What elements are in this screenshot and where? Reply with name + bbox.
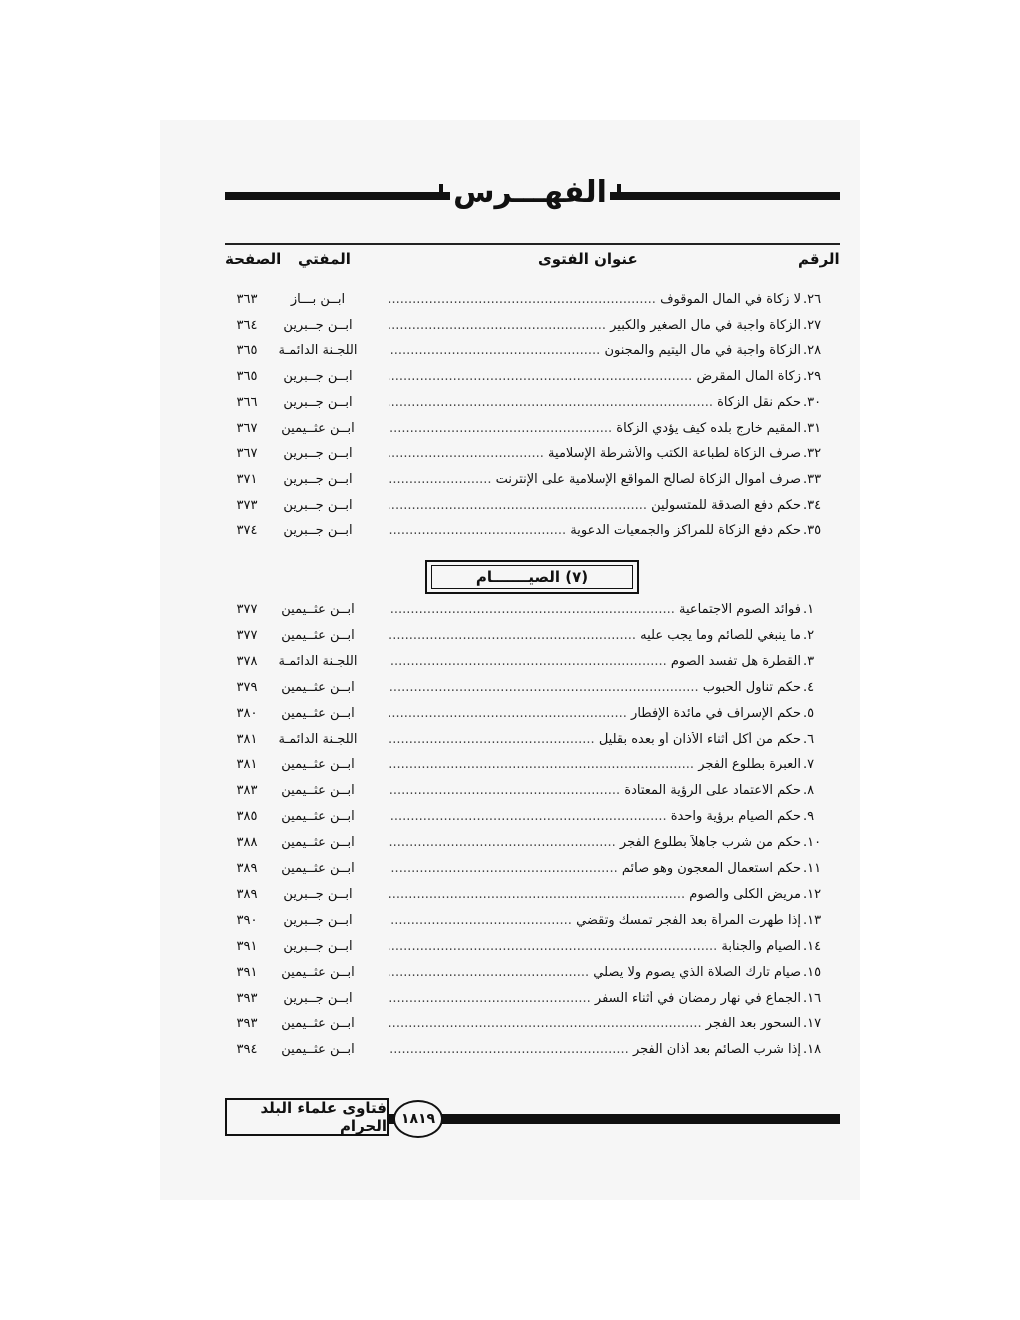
entry-page: ٣٨٣	[236, 783, 258, 799]
entry-number: ٢٨.	[803, 343, 822, 359]
entry-number: ٤.	[803, 679, 815, 695]
entry-number: ١٣.	[803, 912, 822, 928]
entry-number: ٣١.	[803, 420, 822, 436]
entry-mufti: ابــن جــبرين	[283, 912, 353, 928]
entry-title: الصيام والجنابة .....	[389, 939, 801, 954]
index-entry	[225, 965, 837, 989]
entry-number: ١٧.	[803, 1016, 822, 1032]
entry-mufti: ابــن جــبرين	[283, 990, 353, 1006]
entry-number: ٢٩.	[803, 369, 822, 385]
entry-title: فوائد الصوم الاجتماعية .....	[389, 602, 801, 617]
entry-number: ١٥.	[803, 964, 822, 980]
index-entry	[225, 809, 837, 833]
entry-title: حكم من شرب جاهلاً بطلوع الفجر .....	[389, 835, 801, 850]
entry-page: ٣٧٧	[236, 602, 258, 617]
entry-page: ٣٧٧	[236, 627, 258, 643]
col-header-title: عنوان الفتوى	[538, 250, 638, 268]
entry-title: حكم من أكل أثناء الأذان أو بعده بقليل .....	[389, 732, 801, 747]
entry-number: ٢٦.	[803, 292, 822, 307]
index-entry	[225, 523, 837, 547]
title-rule-left	[225, 192, 450, 200]
index-entry	[225, 421, 837, 445]
index-entry	[225, 939, 837, 963]
entry-number: ٥.	[803, 705, 815, 721]
entry-title: حكم نقل الزكاة .....	[389, 395, 801, 410]
entry-number: ٣٤.	[803, 497, 822, 513]
title-rule-right	[610, 192, 840, 200]
entry-mufti: ابــن عثــيمين	[281, 602, 355, 617]
entry-title: الزكاة واجبة في مال اليتيم والمجنون .....	[389, 343, 801, 358]
entry-mufti: اللجـنة الدائمـة	[278, 343, 358, 359]
entry-page: ٣٧١	[236, 471, 258, 487]
entry-title: صرف أموال الزكاة لصالح المواقع الإسلامية على الإنترنت .....	[389, 472, 801, 487]
index-entry	[225, 783, 837, 807]
entry-page: ٣٧٩	[236, 679, 258, 695]
entry-mufti: ابــن جــبرين	[283, 938, 353, 954]
index-entry	[225, 887, 837, 911]
entry-title: حكم الاعتماد على الرؤية المعتادة .....	[389, 783, 801, 798]
page-number: ١٨١٩	[393, 1100, 443, 1138]
entry-number: ١٦.	[803, 990, 822, 1006]
entry-page: ٣٦٥	[236, 343, 258, 359]
entry-mufti: ابــن عثــيمين	[281, 1016, 355, 1032]
entry-page: ٣٨٠	[236, 705, 258, 721]
entry-title: إذا شرب الصائم بعد أذان الفجر .....	[389, 1042, 801, 1057]
index-entry	[225, 628, 837, 652]
entry-mufti: ابــن عثــيمين	[281, 835, 355, 851]
entry-title: لا زكاة في المال الموقوف .....	[389, 292, 801, 307]
entry-number: ٢.	[803, 627, 815, 643]
entry-title: القطرة هل تفسد الصوم .....	[389, 654, 801, 669]
entry-page: ٣٩١	[236, 964, 258, 980]
entry-page: ٣٩٣	[236, 1016, 258, 1032]
index-entry	[225, 395, 837, 419]
entry-mufti: ابــن بـــاز	[290, 292, 346, 307]
col-header-number: الرقم	[798, 250, 840, 268]
entry-number: ٦.	[803, 731, 815, 747]
index-entry	[225, 602, 837, 626]
entry-title: الجماع في نهار رمضان في أثناء السفر .....	[389, 991, 801, 1006]
entry-number: ٨.	[803, 783, 815, 799]
entry-mufti: ابــن جــبرين	[283, 369, 353, 385]
index-entry	[225, 732, 837, 756]
entry-mufti: ابــن عثــيمين	[281, 420, 355, 436]
book-title: فتاوى علماء البلد الحرام	[225, 1098, 389, 1136]
entry-page: ٣٩٠	[236, 912, 258, 928]
entry-number: ٣٠.	[803, 394, 822, 410]
index-entry	[225, 292, 837, 316]
entry-page: ٣٧٣	[236, 497, 258, 513]
index-entry	[225, 991, 837, 1015]
entry-title: حكم دفع الصدقة للمتسولين .....	[389, 498, 801, 513]
entry-title: حكم استعمال المعجون وهو صائم .....	[389, 861, 801, 876]
entry-title: ما ينبغي للصائم وما يجب عليه .....	[389, 628, 801, 643]
index-title-bar	[225, 172, 840, 212]
entry-page: ٣٦٤	[236, 317, 258, 333]
index-entry	[225, 472, 837, 496]
entry-mufti: ابــن عثــيمين	[281, 964, 355, 980]
entry-number: ٧.	[803, 757, 815, 773]
entry-mufti: ابــن جــبرين	[283, 446, 353, 462]
entry-mufti: ابــن عثــيمين	[281, 757, 355, 773]
entry-mufti: ابــن جــبرين	[283, 886, 353, 902]
entry-page: ٣٩١	[236, 938, 258, 954]
square-icon	[439, 184, 443, 200]
index-entry	[225, 913, 837, 937]
section-heading-label: (٧) الصيـــــــام	[431, 565, 633, 589]
entry-page: ٣٦٦	[236, 394, 258, 410]
entry-mufti: ابــن عثــيمين	[281, 1042, 355, 1058]
index-entry	[225, 861, 837, 885]
entry-page: ٣٨١	[236, 731, 258, 747]
col-header-page: الصفحة	[225, 250, 282, 268]
entry-page: ٣٨٥	[236, 809, 258, 825]
entry-page: ٣٦٧	[236, 420, 258, 436]
entry-mufti: ابــن عثــيمين	[281, 627, 355, 643]
entry-page: ٣٩٣	[236, 990, 258, 1006]
index-entry	[225, 680, 837, 704]
entry-title: صيام تارك الصلاة الذي يصوم ولا يصلي .....	[389, 965, 801, 980]
entry-mufti: اللجـنة الدائمـة	[278, 653, 358, 669]
entry-number: ١٨.	[803, 1042, 822, 1058]
index-entry	[225, 1042, 837, 1066]
entry-number: ١.	[803, 602, 815, 617]
entry-mufti: ابــن عثــيمين	[281, 861, 355, 876]
index-entry	[225, 369, 837, 393]
index-entry	[225, 706, 837, 730]
entry-title: الزكاة واجبة في مال الصغير والكبير .....	[389, 318, 801, 333]
index-entry	[225, 757, 837, 781]
entry-title: حكم تناول الحبوب .....	[389, 680, 801, 695]
entry-page: ٣٦٧	[236, 446, 258, 462]
entry-page: ٣٨٨	[236, 835, 258, 851]
entry-page: ٣٨٩	[236, 861, 258, 876]
entry-title: إذا طهرت المرأة بعد الفجر تمسك وتقضي .....	[389, 913, 801, 928]
entry-mufti: ابــن جــبرين	[283, 317, 353, 333]
entry-title: المقيم خارج بلده كيف يؤدي الزكاة .....	[389, 421, 801, 436]
entry-mufti: اللجـنة الدائمـة	[278, 731, 358, 747]
index-entry	[225, 318, 837, 342]
section-heading-siyam	[425, 560, 639, 594]
entry-title: حكم الإسراف في مائدة الإفطار .....	[389, 706, 801, 721]
entry-title: السحور بعد الفجر .....	[389, 1016, 801, 1031]
index-entry	[225, 343, 837, 367]
entry-page: ٣٨١	[236, 757, 258, 773]
entry-mufti: ابــن عثــيمين	[281, 809, 355, 825]
entry-mufti: ابــن جــبرين	[283, 497, 353, 513]
header-rule	[225, 243, 840, 245]
entry-page: ٣٦٣	[236, 292, 258, 307]
index-entry	[225, 835, 837, 859]
entry-number: ١٠.	[803, 835, 822, 851]
entry-page: ٣٧٨	[236, 653, 258, 669]
entry-number: ٩.	[803, 809, 815, 825]
entry-number: ٢٧.	[803, 317, 822, 333]
entry-title: زكاة المال المقرض .....	[389, 369, 801, 384]
entry-mufti: ابــن عثــيمين	[281, 705, 355, 721]
entry-number: ١٢.	[803, 886, 822, 902]
entry-number: ٣٥.	[803, 523, 822, 539]
index-entry	[225, 654, 837, 678]
entry-title: حكم الصيام برؤية واحدة .....	[389, 809, 801, 824]
entry-number: ٣٣.	[803, 471, 822, 487]
entry-number: ١١.	[803, 861, 822, 876]
title-box	[450, 172, 610, 212]
index-entry	[225, 1016, 837, 1040]
entry-mufti: ابــن عثــيمين	[281, 679, 355, 695]
entry-page: ٣٨٩	[236, 886, 258, 902]
entry-page: ٣٩٤	[236, 1042, 258, 1058]
entry-title: مريض الكلى والصوم .....	[389, 887, 801, 902]
entry-mufti: ابــن جــبرين	[283, 471, 353, 487]
entry-title: صرف الزكاة لطباعة الكتب والأشرطة الإسلامية .....	[389, 446, 801, 461]
entry-title: العبرة بطلوع الفجر .....	[389, 757, 801, 772]
entry-page: ٣٧٤	[236, 523, 258, 539]
entry-number: ١٤.	[803, 938, 822, 954]
index-entry	[225, 446, 837, 470]
col-header-mufti: المفتي	[298, 250, 351, 268]
index-entry	[225, 498, 837, 522]
entry-page: ٣٦٥	[236, 369, 258, 385]
square-icon	[617, 184, 621, 200]
page-title: الفهـــرس	[453, 174, 607, 210]
entry-mufti: ابــن جــبرين	[283, 394, 353, 410]
entry-mufti: ابــن جــبرين	[283, 523, 353, 539]
entry-number: ٣٢.	[803, 446, 822, 462]
entry-number: ٣.	[803, 653, 815, 669]
entry-title: حكم دفع الزكاة للمراكز والجمعيات الدعوية .....	[389, 523, 801, 538]
entry-mufti: ابــن عثــيمين	[281, 783, 355, 799]
